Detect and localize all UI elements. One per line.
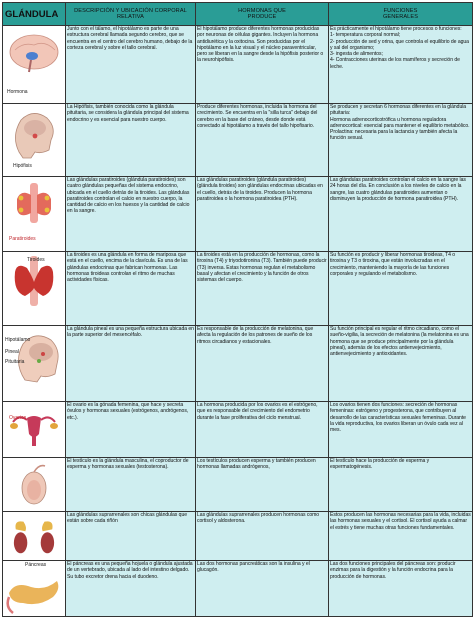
description-cell: Las glándulas suprarrenales son chicas glándulas que están sobre cada riñón (66, 512, 196, 561)
endocrine-glands-table (2, 2, 473, 617)
description-cell: Las glándulas paratiroides (glándula paratiroides) son cuatro glándulas pequeñas del sistema endocrino, ubicada en el cuello detrás de la tiroides. Las glándulas paratiroides controlan el calcio en nuestro cuerpo, la cantidad de calcio en los huesos y la cantidad de calcio en la sangre. (66, 177, 196, 252)
gland-image-cell (3, 252, 66, 326)
head-pituitary-illustration (5, 106, 63, 162)
table-row-hipofisis (3, 104, 473, 177)
gland-image-cell (3, 26, 66, 104)
description-cell: El ovario es la gónada femenina, que hace y secreta óvulos y hormonas sexuales (estrógenos, andrógenos, etc.). (66, 402, 196, 458)
hormones-cell: Las glándulas paratiroides (glándula paratiroides) (glándula tiroides) son glándulas endocrinas ubicadas en el cuello, detrás de la tiroides. Producen la hormona paratiroidea o la hormona paratiroidea (PTH). (196, 177, 329, 252)
hormones-cell: Los testículos producen esperma y también producen hormonas llamadas andrógenos, (196, 458, 329, 512)
hormones-cell: Produce diferentes hormonas, incluida la hormona del crecimiento. Se encuentra en la "silla turca" debajo del cerebro en la base del cráneo, desde donde está conectado al hipotálamo a través del tallo hipofisario. (196, 104, 329, 177)
description-cell: La Hipófisis, también conocida como la glándula pituitaria, se considera la glándula principal del sistema endocrino y es esencial para nuestro cuerpo. (66, 104, 196, 177)
table-row-suprarrenales (3, 512, 473, 561)
hormones-cell: La hormona producida por los ovarios es el estrógeno, que es responsable del crecimiento del endometrio durante la fase proliferativa del ciclo menstrual. (196, 402, 329, 458)
description-cell: El páncreas es una pequeña hojuela o glándula ajustada de un vertebrado, ubicada al lado del intestino delgado. Su tubo excretor drena hacia el duodeno. (66, 561, 196, 617)
table-row-ovarios (3, 402, 473, 458)
gland-label: Pituitaria (5, 359, 25, 365)
gland-label: Páncreas (25, 562, 47, 568)
table-row-pineal (3, 326, 473, 402)
functions-cell: El testículo hace la producción de esperma y espermatogénesis. (329, 458, 473, 512)
gland-image-cell (3, 402, 66, 458)
table-row-paratiroides (3, 177, 473, 252)
functions-cell: Estos producen las hormonas necesarias para la vida, incluidas las hormonas sexuales y el cortisol. El cortisol ayuda a calmar el estrés y tiene muchas otras funciones fundamentales. (329, 512, 473, 561)
description-cell: La tiroides es una glándula en forma de mariposa que está en el cuello, encima de la clavícula. Es una de las glándulas endocrinas que fabrican hormonas. Las hormonas tiroideas controlan el ritmo de muchas actividades físicas. (66, 252, 196, 326)
hormones-cell: Las glándulas suprarrenales producen hormonas como cortisol y aldosterona. (196, 512, 329, 561)
description-cell: La glándula pineal es una pequeña estructura ubicada en la parte superior del mesencéfalo. (66, 326, 196, 402)
header-functions: FUNCIONES GENERALES (329, 3, 473, 26)
functions-cell: Su función principal es regular el ritmo circadiano, como el sueño-vigilia, la secreción de melatonina (la melatonina es una hormona que se produce principalmente por la glándula pineal), además de los efectos antienvejecimiento, antienvejecimiento y antioxidantes. (329, 326, 473, 402)
functions-cell: Su función es producir y liberar hormonas tiroideas, T4 o tiroxina y T3 o tiroxina, que están involucradas en el crecimiento, manteniendo la mayoría de las funciones corporales y regulando el metabolismo. (329, 252, 473, 326)
header-row (3, 3, 473, 26)
gland-label: Hormona (7, 89, 28, 95)
functions-cell: Se producen y secretan 6 hormonas diferentes en la glándula pituitaria: Hormona adrenocorticotrófica u hormona reguladora adrenocortical: esencial para mantener el equilibrio metabólico. Prolactina: necesaria para la lactancia y también afecta la función sexual. (329, 104, 473, 177)
gland-label: Ovarios (9, 415, 27, 421)
functions-cell: Las dos funciones principales del páncreas son: producir enzimas para la digestión y la función endocrina para la producción de hormonas. (329, 561, 473, 617)
brain-hypothalamus-illustration (5, 28, 63, 84)
header-description: DESCRIPCIÓN Y UBICACIÓN CORPORAL RELATIVA (66, 3, 196, 26)
description-cell: El testículo es la glándula masculina, el coproductor de esperma y hormonas sexuales (testosterona). (66, 458, 196, 512)
hormones-cell: La tiroides está en la producción de hormonas, como la tiroxina (T4) y triyodotironina (T3). También puede producir (T3) inversa. Estas hormonas regulan el metabolismo basal y afectan el crecimiento y la función de otros sistemas del cuerpo. (196, 252, 329, 326)
gland-image-cell (3, 177, 66, 252)
hormones-cell: Las dos hormonas pancreáticas son la insulina y el glucagón. (196, 561, 329, 617)
table-row-tiroides (3, 252, 473, 326)
ovaries-illustration (5, 404, 63, 458)
parathyroid-illustration (5, 179, 63, 235)
gland-image-cell (3, 561, 66, 617)
pancreas-illustration (5, 567, 63, 617)
table-row-pancreas (3, 561, 473, 617)
gland-label: Tiroides (27, 257, 45, 263)
gland-image-cell (3, 512, 66, 561)
gland-label: Hipófisis (13, 163, 32, 169)
functions-cell: Es prácticamente el hipotálamo tiene procesos o funciones: 1- temperatura corporal normal; 2- producción de sed y orina, que controla el equilibrio de agua y sal del organismo; 3- ingesta de alimentos; 4- Contracciones uterinas de los mamíferos y secreción de leche. (329, 26, 473, 104)
description-cell: Junto con el tálamo, el hipotálamo es parte de una estructura cerebral llamada segundo cerebro, que se encuentra en el centro del cerebro humano, debajo de la corteza cerebral y sobre el tallo cerebral. (66, 26, 196, 104)
hormones-cell: Es responsable de la producción de melatonina, que afecta la regulación de los patrones de sueño de los ritmos circadianos y estacionales. (196, 326, 329, 402)
functions-cell: Los ovarios tienen dos funciones: secreción de hormonas femeninas: estrógeno y progesterona, que contribuyen al desarrollo de las características sexuales femeninas. Durante la vida reproductiva, los ovarios liberan un óvulo cada vez al mes. (329, 402, 473, 458)
gland-label: Paratiroides (9, 236, 36, 242)
header-gland: GLÁNDULA (3, 3, 66, 26)
gland-image-cell (3, 458, 66, 512)
table-row-testiculo (3, 458, 473, 512)
table-row-hipotalamo (3, 26, 473, 104)
functions-cell: Las glándulas paratiroides controlan el calcio en la sangre las 24 horas del día. En conclusión a los niveles de calcio en la sangre, las cuatro glándulas paratiroides aumentan o disminuyen la producción de hormona paratiroidea (PTH). (329, 177, 473, 252)
header-hormones: HORMONAS QUE PRODUCE (196, 3, 329, 26)
gland-label: Pineal (5, 349, 19, 355)
gland-image-cell (3, 104, 66, 177)
testis-illustration (5, 460, 63, 512)
gland-image-cell (3, 326, 66, 402)
adrenal-glands-illustration (5, 514, 63, 560)
hormones-cell: El hipotálamo produce diferentes hormonas producidas por neuronas de células gigantes. Incluyen la hormona antidiurética y la oxitocina. Son producidas por el hipotálamo en la luz visual y el núcleo paraventricular, pero se liberan en la sangre desde la hipófisis posterior o la neurohipófisis. (196, 26, 329, 104)
gland-label: Hipotálamo (5, 337, 31, 343)
